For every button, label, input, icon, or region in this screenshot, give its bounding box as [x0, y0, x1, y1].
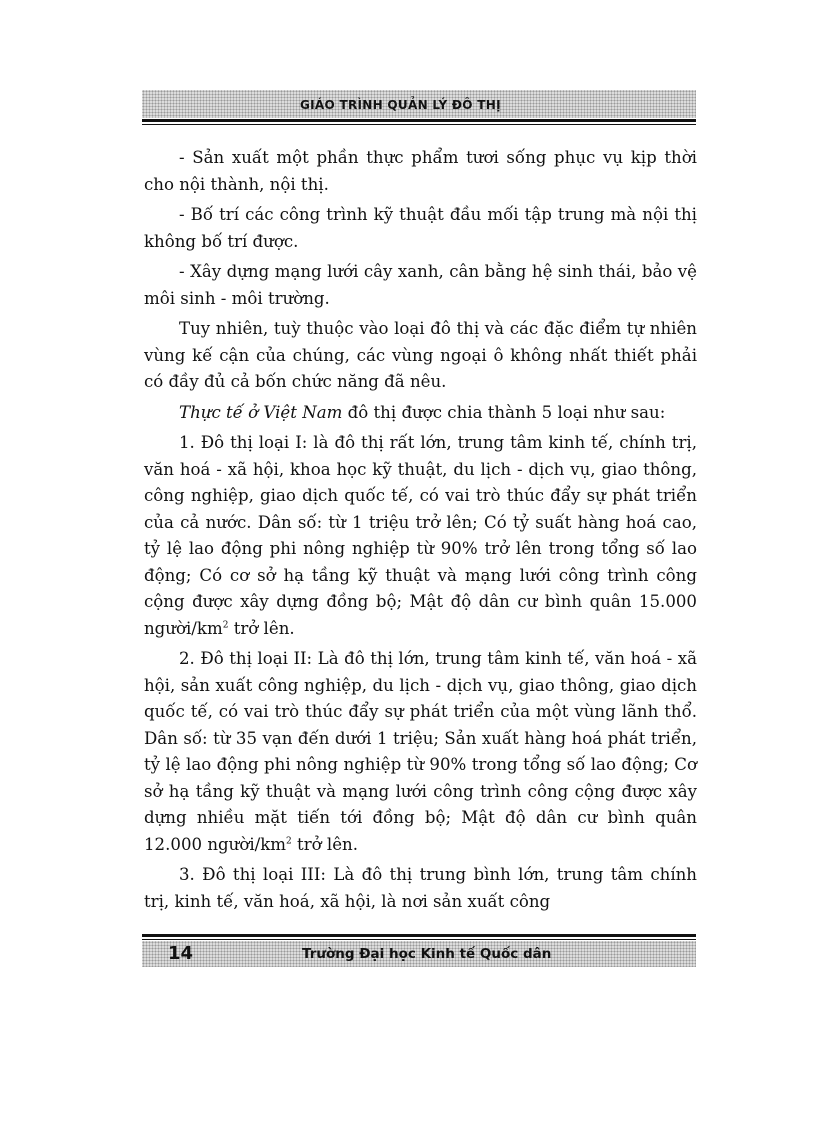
- paragraph-text: 2. Đô thị loại II: Là đô thị lớn, trung tâm kinh tế, văn hoá - xã hội, sản xuất công nghiệp, du lịch - dịch vụ, giao thông, giao dịch quốc tế, có vai trò thúc đẩy sự phát triển của một vùng lãnh thổ. Dân số: từ 35 vạn đến dưới 1 triệu; Sản xuất hàng hoá phát triển, tỷ lệ lao động phi nông nghiệp từ 90% trong tổng số lao động; Cơ sở hạ tầng kỹ thuật và mạng lưới công trình công cộng được xây dựng nhiều mặt tiến tới đồng bộ; Mật độ dân cư bình quân 12.000 người/km: [144, 649, 697, 854]
- paragraph: Tuy nhiên, tuỳ thuộc vào loại đô thị và các đặc điểm tự nhiên vùng kế cận của chúng, các vùng ngoại ô không nhất thiết phải có đầy đủ cả bốn chức năng đã nêu.: [144, 319, 697, 391]
- paragraph-text: 1. Đô thị loại I: là đô thị rất lớn, trung tâm kinh tế, chính trị, văn hoá - xã hội, khoa học kỹ thuật, du lịch - dịch vụ, giao thông, công nghiệp, giao dịch quốc tế, có vai trò thúc đẩy sự phát triển của cả nước. Dân số: từ 1 triệu trở lên; Có tỷ suất hàng hoá cao, tỷ lệ lao động phi nông nghiệp từ 90% trở lên trong tổng số lao động; Có cơ sở hạ tầng kỹ thuật và mạng lưới công trình công cộng được xây dựng đồng bộ; Mật độ dân cư bình quân 15.000 người/km: [144, 433, 697, 638]
- paragraph: - Xây dựng mạng lưới cây xanh, cân bằng hệ sinh thái, bảo vệ môi sinh - môi trường.: [144, 262, 697, 308]
- footer-rule-thin: [142, 939, 696, 940]
- footer-publisher: Trường Đại học Kinh tế Quốc dân: [302, 946, 552, 962]
- page-number: 14: [168, 943, 194, 964]
- paragraph-urban-type-2: [144, 646, 697, 858]
- paragraph-text: trở lên.: [228, 618, 295, 638]
- footer-rule: [142, 934, 696, 937]
- paragraph: [144, 400, 697, 427]
- superscript: 2: [286, 835, 292, 846]
- paragraph-urban-type-3: 3. Đô thị loại III: Là đô thị trung bình lớn, trung tâm chính trị, kinh tế, văn hoá, xã hội, là nơi sản xuất công: [144, 865, 697, 911]
- paragraph-text: đô thị được chia thành 5 loại như sau:: [342, 402, 666, 422]
- header-rule: [142, 119, 696, 122]
- paragraph-urban-type-1: [144, 430, 697, 642]
- superscript: 2: [222, 619, 229, 630]
- paragraph: - Bố trí các công trình kỹ thuật đầu mối tập trung mà nội thị không bố trí được.: [144, 205, 697, 251]
- paragraph-text: trở lên.: [291, 834, 358, 854]
- page-body: [144, 145, 697, 919]
- italic-phrase: Thực tế ở Việt Nam: [179, 402, 343, 422]
- paragraph: - Sản xuất một phần thực phẩm tươi sống phục vụ kịp thời cho nội thành, nội thị.: [144, 148, 697, 194]
- header-rule-thin: [142, 124, 696, 125]
- running-header-title: GIÁO TRÌNH QUẢN LÝ ĐÔ THỊ: [300, 98, 501, 112]
